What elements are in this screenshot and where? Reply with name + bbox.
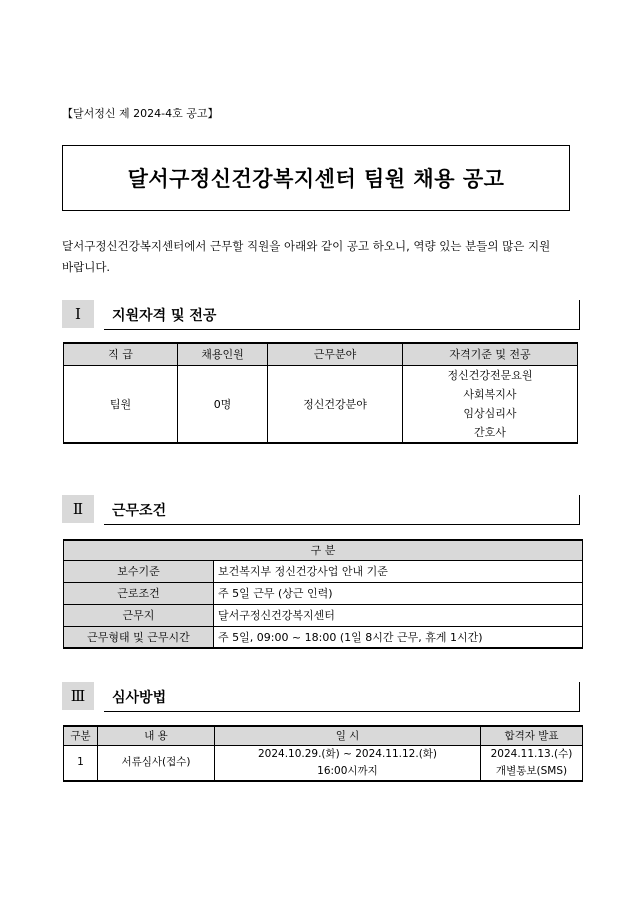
table-header: 합격자 발표 — [481, 726, 583, 745]
condition-value: 달서구정신건강복지센터 — [214, 604, 583, 626]
qualification-item: 임상심리사 — [463, 406, 517, 420]
section-1-header — [62, 300, 580, 330]
qualification-item: 사회복지사 — [463, 387, 517, 401]
table-header: 직 급 — [64, 343, 178, 365]
notice-number: 【달서정신 제 2024-4호 공고】 — [62, 107, 219, 120]
table-header: 구 분 — [64, 540, 583, 560]
table-header: 내 용 — [98, 726, 215, 745]
section-edge — [579, 495, 580, 525]
section-3-numeral: Ⅲ — [62, 682, 94, 710]
section-3-title: 심사방법 — [112, 690, 167, 706]
section-3-header — [62, 682, 580, 712]
qualification-table — [63, 342, 578, 444]
qualification-item: 간호사 — [474, 425, 506, 439]
screening-no: 1 — [64, 745, 98, 781]
condition-value: 주 5일, 09:00 ~ 18:00 (1일 8시간 근무, 휴게 1시간) — [214, 626, 583, 648]
table-header: 채용인원 — [178, 343, 268, 365]
section-2-title: 근무조건 — [112, 503, 167, 519]
count-cell: 0명 — [178, 365, 268, 443]
announce-line: 개별통보(SMS) — [495, 764, 568, 777]
screening-table — [63, 725, 583, 782]
section-1-title: 지원자격 및 전공 — [112, 308, 217, 324]
section-edge — [579, 300, 580, 330]
condition-label: 근로조건 — [64, 582, 214, 604]
field-cell: 정신건강분야 — [268, 365, 403, 443]
date-line: 16:00시까지 — [317, 764, 378, 777]
section-1-numeral: Ⅰ — [62, 300, 94, 328]
table-header: 일 시 — [215, 726, 481, 745]
section-2-header — [62, 495, 580, 525]
position-cell: 팀원 — [64, 365, 178, 443]
condition-value: 보건복지부 정신건강사업 안내 기준 — [214, 560, 583, 582]
conditions-table — [63, 539, 583, 649]
condition-label: 근무지 — [64, 604, 214, 626]
page-title: 달서구정신건강복지센터 팀원 채용 공고 — [127, 167, 505, 191]
section-edge — [579, 682, 580, 712]
screening-date — [215, 745, 481, 781]
table-header: 구분 — [64, 726, 98, 745]
title-box — [62, 145, 570, 211]
condition-label: 근무형태 및 근무시간 — [64, 626, 214, 648]
date-line: 2024.10.29.(화) ~ 2024.11.12.(화) — [257, 747, 438, 760]
section-underline — [104, 329, 580, 330]
qualification-item: 정신건강전문요원 — [447, 368, 533, 382]
section-2-numeral: Ⅱ — [62, 495, 94, 523]
section-underline — [104, 711, 580, 712]
screening-announce — [481, 745, 583, 781]
condition-label: 보수기준 — [64, 560, 214, 582]
intro-paragraph: 달서구정신건강복지센터에서 근무할 직원을 아래와 같이 공고 하오니, 역량 있는 분들의 많은 지원 바랍니다. — [62, 239, 551, 274]
condition-value: 주 5일 근무 (상근 인력) — [214, 582, 583, 604]
table-header: 근무분야 — [268, 343, 403, 365]
section-underline — [104, 524, 580, 525]
announce-line: 2024.11.13.(수) — [490, 747, 573, 760]
screening-content: 서류심사(접수) — [98, 745, 215, 781]
table-header: 자격기준 및 전공 — [403, 343, 578, 365]
qualifications-cell — [403, 365, 578, 443]
